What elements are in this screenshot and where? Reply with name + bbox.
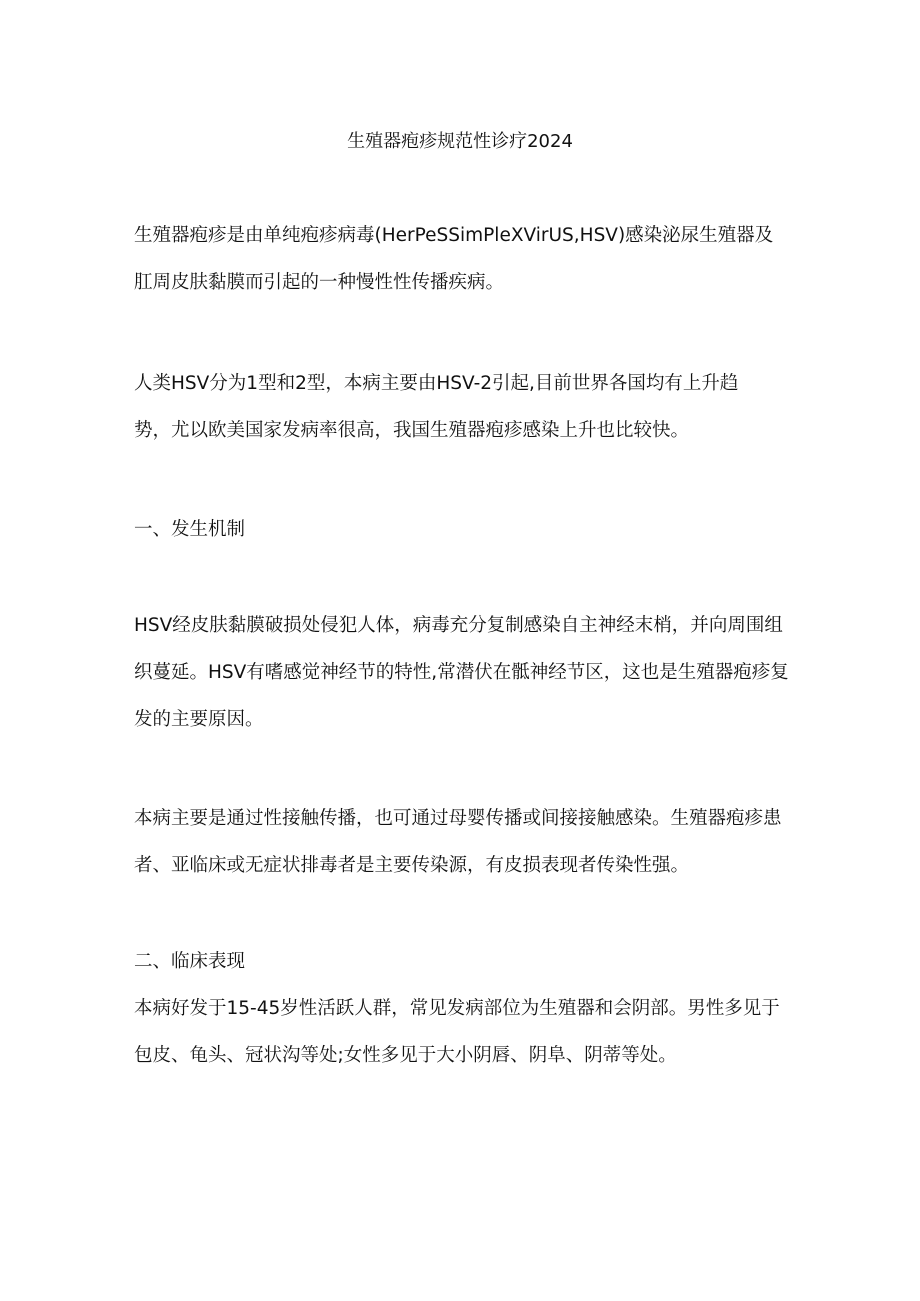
section-heading-mechanism <box>134 506 794 553</box>
paragraph-line: 人类HSV分为1型和2型，本病主要由HSV-2引起,目前世界各国均有上升趋 <box>134 373 739 394</box>
paragraph-mechanism <box>134 602 794 743</box>
section-heading: 二、临床表现 <box>134 951 246 972</box>
paragraph-line: 发的主要原因。 <box>134 709 264 730</box>
section-heading-clinical <box>134 938 794 985</box>
paragraph-line: 本病主要是通过性接触传播，也可通过母婴传播或间接接触感染。生殖器疱疹患 <box>134 808 782 829</box>
paragraph-line: 生殖器疱疹是由单纯疱疹病毒(HerPeSSimPleXVirUS,HSV)感染泌尿生殖器及 <box>134 225 774 246</box>
paragraph-line: 本病好发于15-45岁性活跃人群，常见发病部位为生殖器和会阴部。男性多见于 <box>134 998 780 1019</box>
paragraph-clinical <box>134 985 794 1079</box>
paragraph-line: 包皮、龟头、冠状沟等处;女性多见于大小阴唇、阴阜、阴蒂等处。 <box>134 1045 677 1066</box>
document-title: 生殖器疱疹规范性诊疗2024 <box>347 131 573 152</box>
paragraph-intro <box>134 212 794 306</box>
paragraph-line: 肛周皮肤黏膜而引起的一种慢性性传播疾病。 <box>134 272 505 293</box>
paragraph-line: HSV经皮肤黏膜破损处侵犯人体，病毒充分复制感染自主神经末梢，并向周围组 <box>134 615 783 636</box>
paragraph-transmission <box>134 795 794 889</box>
paragraph-line: 势，尤以欧美国家发病率很高，我国生殖器疱疹感染上升也比较快。 <box>134 420 690 441</box>
paragraph-line: 织蔓延。HSV有嗜感觉神经节的特性,常潜伏在骶神经节区，这也是生殖器疱疹复 <box>134 662 789 683</box>
paragraph-line: 者、亚临床或无症状排毒者是主要传染源，有皮损表现者传染性强。 <box>134 855 690 876</box>
paragraph-hsv-types <box>134 360 794 454</box>
section-heading: 一、发生机制 <box>134 519 246 540</box>
